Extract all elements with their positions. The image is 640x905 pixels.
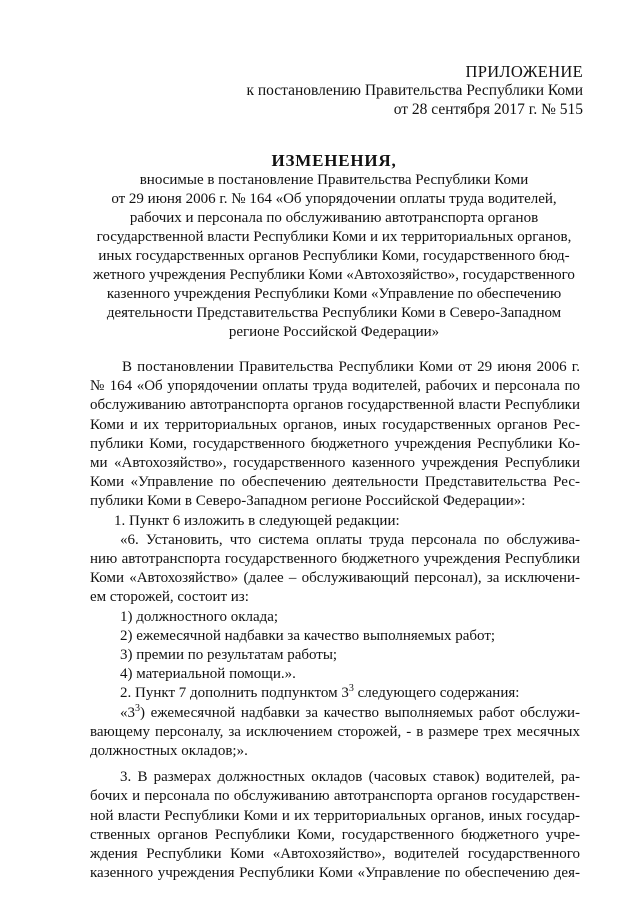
list-item: 2) ежемесячной надбавки за качество выполняемых работ;: [120, 627, 496, 644]
item-2-quote-text: «3: [120, 704, 135, 721]
body-line: ми «Автохозяйство», государственного казенного учреждения Республики: [90, 455, 580, 472]
item-2-quote-line: вающему персоналу, за исключением сторожей, - в размере трех месячных: [90, 723, 580, 740]
item-1-quote-line: ем сторожей, состоит из:: [90, 589, 249, 606]
appendix-title: ПРИЛОЖЕНИЕ: [465, 62, 583, 81]
item-3-line: казенного учреждения Республики Коми «Управление по обеспечению дея-: [90, 865, 580, 882]
item-2-quote-text: ) ежемесячной надбавки за качество выполняемых работ обслужи-: [140, 704, 580, 721]
appendix-block: [246, 62, 583, 119]
appendix-line: от 28 сентября 2017 г. № 515: [393, 101, 583, 118]
body-line: Коми и их территориальных органов, иных государственных органов Рес-: [90, 416, 580, 433]
item-2: [90, 684, 580, 703]
item-2-text: следующего содержания:: [353, 685, 520, 702]
item-3-line: бочих и персонала по обслуживанию автотранспорта органов государствен-: [90, 788, 580, 805]
list-item: 1) должностного оклада;: [120, 608, 279, 625]
header-line: деятельности Представительства Республики Коми в Северо-Западном: [106, 305, 562, 321]
body-line: Коми «Управление по обеспечению деятельности Представительства Рес-: [90, 474, 580, 491]
body-line: обслуживанию автотранспорта органов государственной власти Республики: [90, 397, 580, 414]
superscript: 3: [135, 703, 140, 714]
item-3-line: ной власти Республики Коми и их территориальных органов, иных государ-: [90, 807, 580, 824]
header-line: казенного учреждения Республики Коми «Управление по обеспечению: [106, 286, 562, 302]
item-1-quote-line: нию автотранспорта государственного бюджетного учреждения Республики: [90, 551, 580, 568]
appendix-line: к постановлению Правительства Республики Коми: [246, 82, 583, 99]
header-line: вносимые в постановление Правительства Республики Коми: [139, 172, 529, 188]
superscript: 3: [348, 684, 354, 695]
body-line: № 164 «Об упорядочении оплаты труда водителей, рабочих и персонала по: [90, 378, 580, 395]
header-line: государственной власти Республики Коми и их территориальных органов,: [96, 229, 572, 245]
document-body: [90, 358, 580, 883]
header-line: иных государственных органов Республики Коми, государственного бюд-: [98, 248, 570, 264]
item-1-quote-line: «6. Установить, что система оплаты труда персонала по обслужива-: [120, 531, 580, 548]
item-2-quote-line: [90, 704, 580, 723]
list-item: 3) премии по результатам работы;: [120, 647, 338, 664]
item-1: 1. Пункт 6 изложить в следующей редакции:: [114, 512, 400, 529]
item-3-line: ственных органов Республики Коми, государственного бюджетного учре-: [90, 826, 580, 843]
item-3-line: 3. В размерах должностных окладов (часовых ставок) водителей, ра-: [120, 769, 580, 786]
header-line: рабочих и персонала по обслуживанию автотранспорта органов: [129, 210, 539, 226]
header-line: регионе Российской Федерации»: [228, 324, 440, 340]
item-2-text: 2. Пункт 7 дополнить подпунктом 3: [120, 685, 349, 702]
body-line: публики Коми в Северо-Западном регионе Российской Федерации»:: [90, 493, 526, 510]
item-2-quote-line: должностных окладов;».: [90, 743, 248, 760]
body-line: В постановлении Правительства Республики Коми от 29 июня 2006 г.: [122, 359, 580, 375]
body-line: публики Коми, государственного бюджетного учреждения Республики Ко-: [90, 435, 580, 452]
document-header: [88, 150, 580, 342]
list-item: 4) материальной помощи.».: [120, 666, 296, 683]
header-line: от 29 июня 2006 г. № 164 «Об упорядочении оплаты труда водителей,: [111, 191, 557, 207]
item-3-line: ждения Республики Коми «Автохозяйство», водителей государственного: [90, 846, 580, 863]
document-title: ИЗМЕНЕНИЯ,: [271, 151, 397, 170]
item-1-quote-line: Коми «Автохозяйство» (далее – обслуживающий персонал), за исключени-: [90, 570, 580, 587]
header-line: жетного учреждения Республики Коми «Автохозяйство», государственного: [93, 267, 575, 283]
